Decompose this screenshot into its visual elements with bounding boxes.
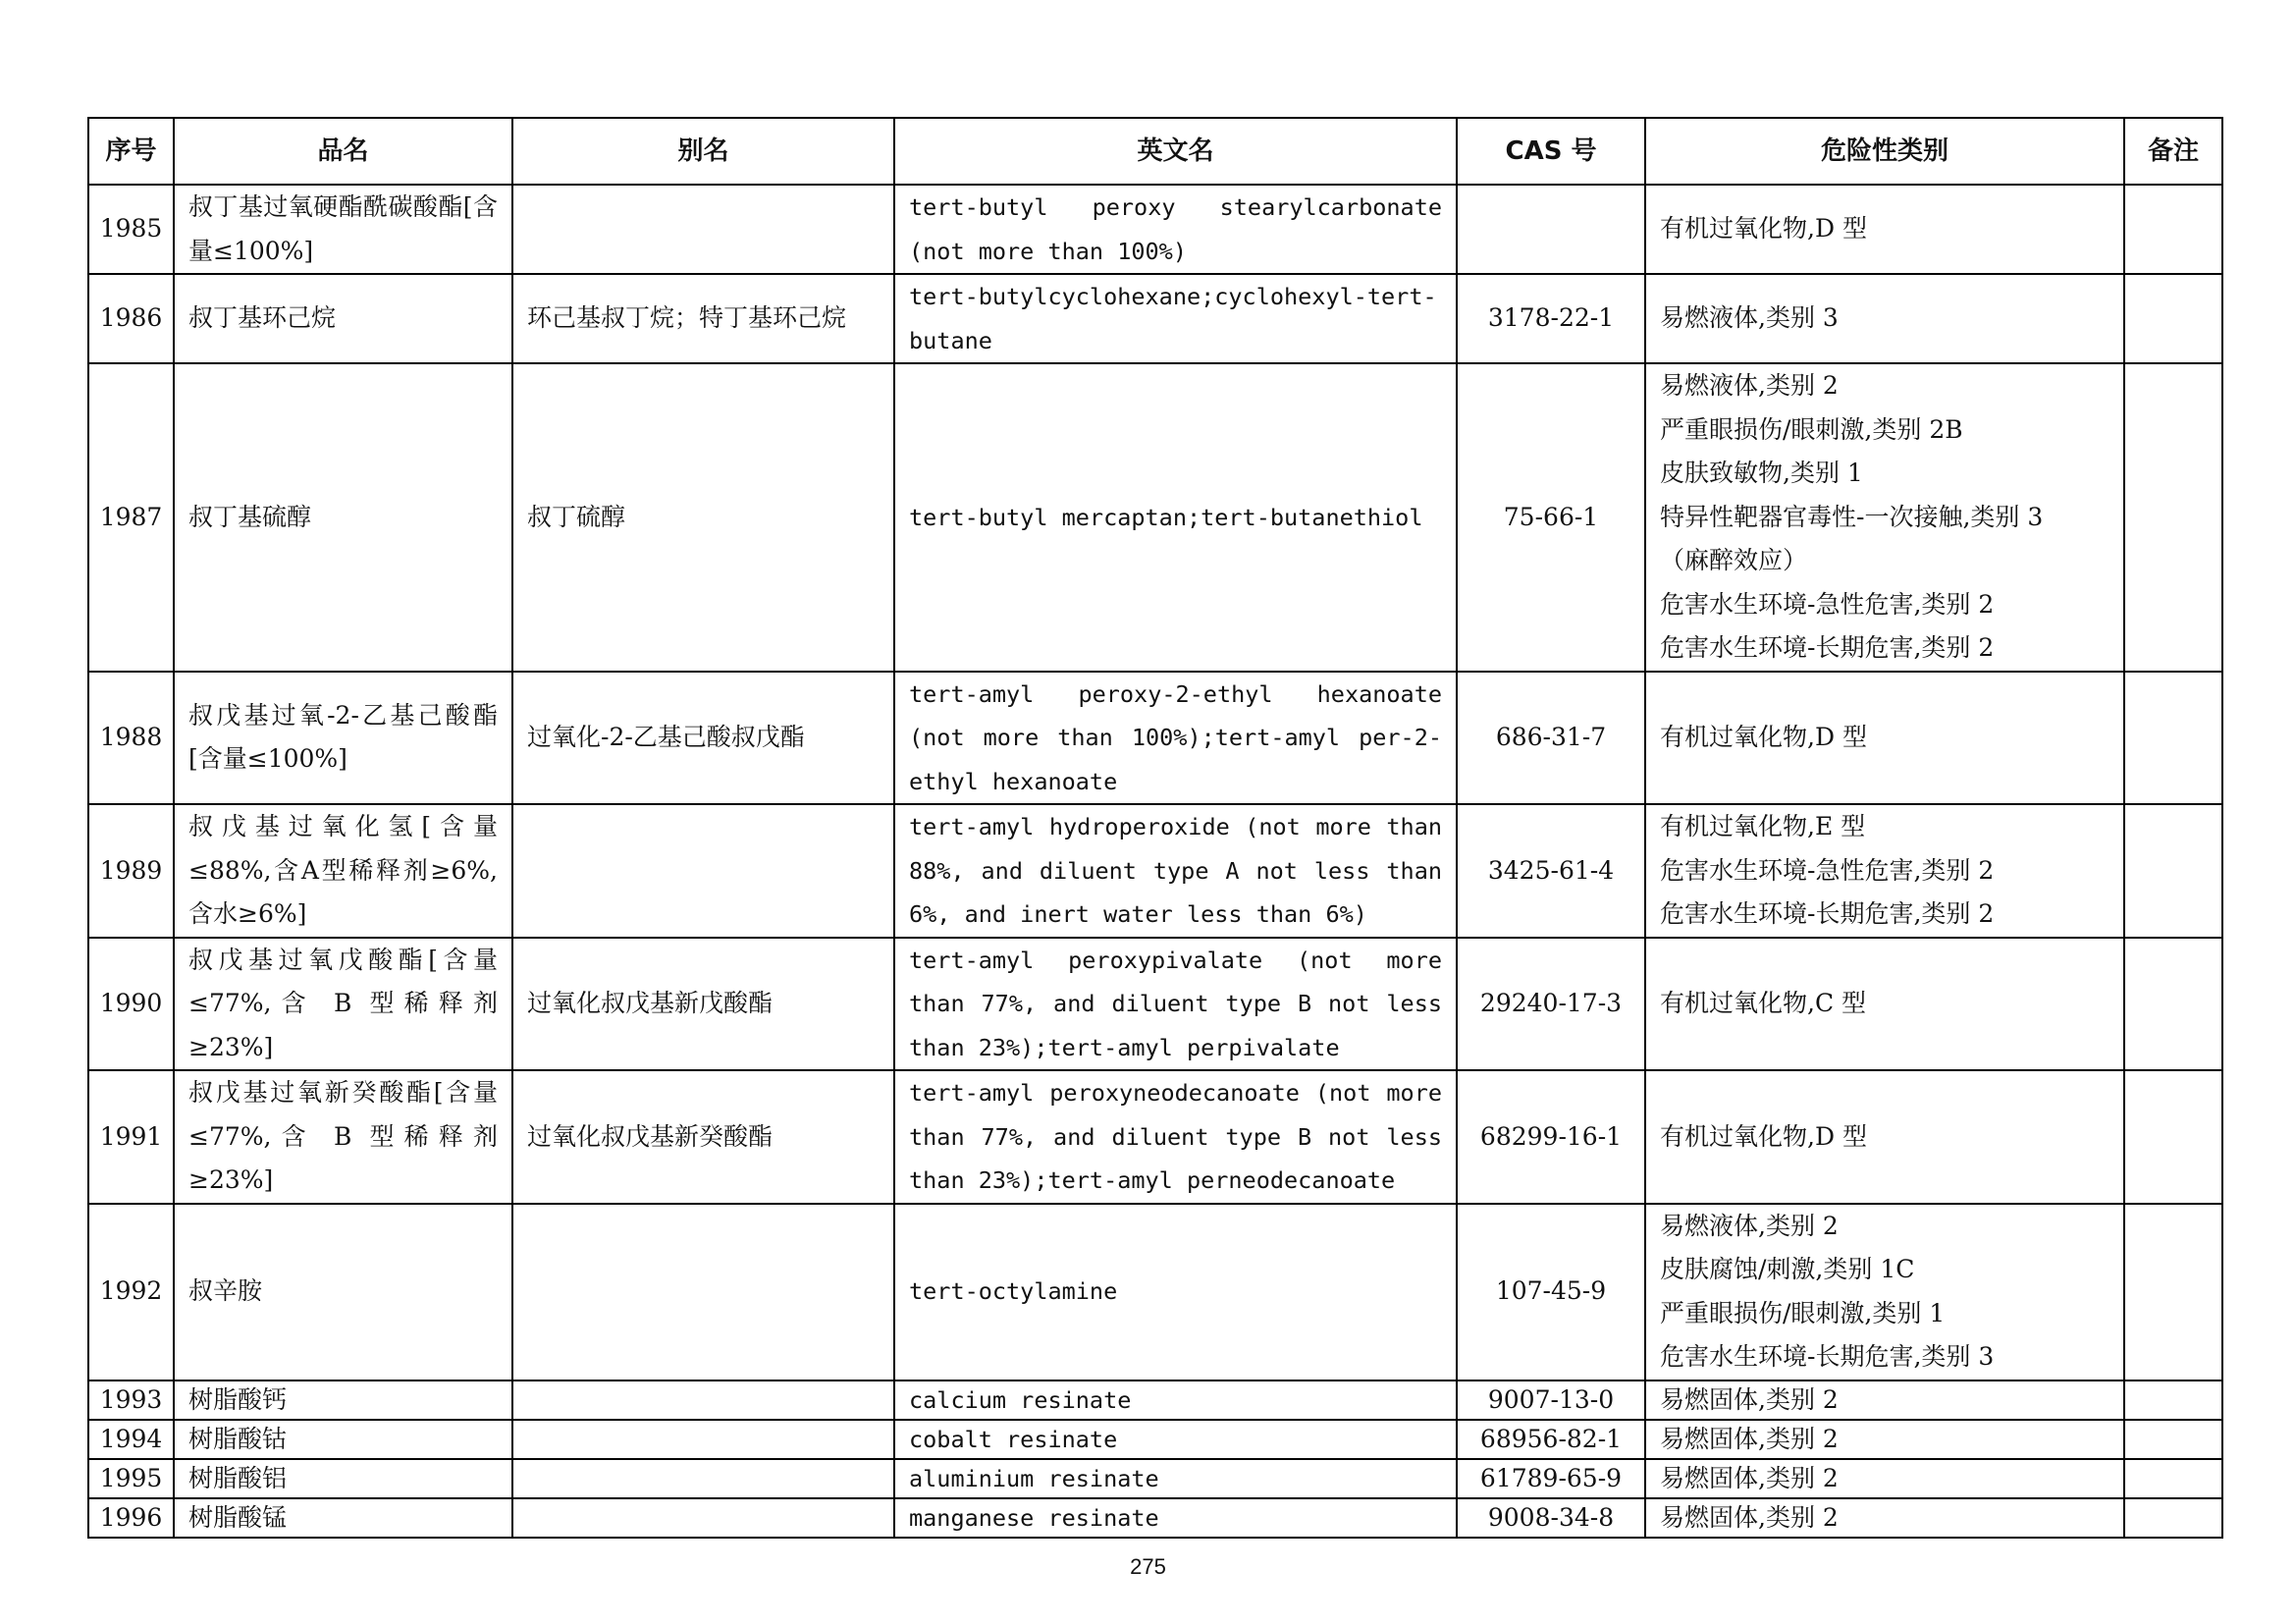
- cell-seq: 1988: [88, 672, 174, 805]
- cell-cas: 9008-34-8: [1457, 1498, 1645, 1538]
- cell-alias: 叔丁硫醇: [512, 363, 894, 672]
- hazard-line: 易燃固体,类别 2: [1660, 1463, 1839, 1492]
- cell-cas: 9007-13-0: [1457, 1380, 1645, 1420]
- cell-alias: 环己基叔丁烷；特丁基环己烷: [512, 274, 894, 363]
- hazard-line: 易燃固体,类别 2: [1660, 1384, 1839, 1414]
- cell-english: tert-butyl mercaptan;tert-butanethiol: [894, 363, 1457, 672]
- header-note: 备注: [2124, 118, 2222, 185]
- cell-note: [2124, 804, 2222, 938]
- cell-cas: [1457, 185, 1645, 274]
- cell-alias: [512, 1498, 894, 1538]
- cell-name: 树脂酸钴: [174, 1420, 512, 1459]
- cell-cas: 68956-82-1: [1457, 1420, 1645, 1459]
- cell-english: calcium resinate: [894, 1380, 1457, 1420]
- cell-hazard: [1645, 938, 2124, 1071]
- cell-hazard: [1645, 274, 2124, 363]
- cell-alias: [512, 185, 894, 274]
- cell-english: tert-butyl peroxy stearylcarbonate (not more than 100%): [894, 185, 1457, 274]
- hazard-line: 易燃液体,类别 3: [1660, 303, 1839, 333]
- hazard-line: 皮肤腐蚀/刺激,类别 1C: [1660, 1255, 1915, 1283]
- cell-seq: 1990: [88, 938, 174, 1071]
- table-body: [88, 185, 2222, 1538]
- cell-seq: 1992: [88, 1204, 174, 1380]
- cell-hazard: [1645, 672, 2124, 805]
- cell-hazard: [1645, 1420, 2124, 1459]
- header-hazard: 危险性类别: [1645, 118, 2124, 185]
- cell-seq: 1989: [88, 804, 174, 938]
- cell-seq: 1985: [88, 185, 174, 274]
- cell-cas: 3425-61-4: [1457, 804, 1645, 938]
- cell-english: tert-butylcyclohexane;cyclohexyl-tert-butane: [894, 274, 1457, 363]
- hazard-line: 易燃液体,类别 2: [1660, 1211, 1839, 1240]
- hazard-line: 有机过氧化物,E 型: [1660, 812, 1866, 840]
- cell-seq: 1993: [88, 1380, 174, 1420]
- header-english: 英文名: [894, 118, 1457, 185]
- cell-alias: [512, 1459, 894, 1498]
- cell-note: [2124, 938, 2222, 1071]
- header-alias: 别名: [512, 118, 894, 185]
- cell-alias: 过氧化叔戊基新戊酸酯: [512, 938, 894, 1071]
- hazard-line: 易燃液体,类别 2: [1660, 371, 1839, 400]
- table-row: [88, 1420, 2222, 1459]
- table-row: [88, 1070, 2222, 1204]
- cell-english: tert-amyl peroxy-2-ethyl hexanoate (not more than 100%);tert-amyl per-2-ethyl hexanoate: [894, 672, 1457, 805]
- cell-cas: 3178-22-1: [1457, 274, 1645, 363]
- cell-cas: 29240-17-3: [1457, 938, 1645, 1071]
- cell-name: 树脂酸钙: [174, 1380, 512, 1420]
- hazard-line: 皮肤致敏物,类别 1: [1660, 459, 1863, 487]
- cell-hazard: [1645, 1204, 2124, 1380]
- cell-seq: 1987: [88, 363, 174, 672]
- cell-alias: [512, 804, 894, 938]
- cell-note: [2124, 1498, 2222, 1538]
- table-row: [88, 1204, 2222, 1380]
- cell-name: 叔辛胺: [174, 1204, 512, 1380]
- cell-hazard: [1645, 1070, 2124, 1204]
- cell-note: [2124, 1204, 2222, 1380]
- table-row: [88, 1380, 2222, 1420]
- cell-seq: 1996: [88, 1498, 174, 1538]
- cell-cas: 61789-65-9: [1457, 1459, 1645, 1498]
- cell-note: [2124, 274, 2222, 363]
- hazard-line: 危害水生环境-急性危害,类别 2: [1660, 589, 1995, 619]
- hazard-line: 易燃固体,类别 2: [1660, 1502, 1839, 1532]
- hazard-line: 有机过氧化物,D 型: [1660, 214, 1867, 244]
- table-row: [88, 185, 2222, 274]
- cell-english: tert-octylamine: [894, 1204, 1457, 1380]
- cell-name: 叔丁基硫醇: [174, 363, 512, 672]
- cell-alias: [512, 1420, 894, 1459]
- table-row: [88, 274, 2222, 363]
- hazard-line: 危害水生环境-长期危害,类别 2: [1660, 899, 1995, 928]
- cell-english: manganese resinate: [894, 1498, 1457, 1538]
- cell-note: [2124, 1380, 2222, 1420]
- table-header-row: [88, 118, 2222, 185]
- cell-note: [2124, 363, 2222, 672]
- header-cas: CAS 号: [1457, 118, 1645, 185]
- hazard-line: 有机过氧化物,C 型: [1660, 989, 1867, 1017]
- hazard-line: 危害水生环境-长期危害,类别 2: [1660, 633, 1995, 662]
- hazard-line: 特异性靶器官毒性-一次接触,类别 3: [1660, 502, 2044, 531]
- table-row: [88, 1498, 2222, 1538]
- cell-note: [2124, 185, 2222, 274]
- cell-name: 叔戊基过氧-2-乙基己酸酯[含量≤100%]: [174, 672, 512, 805]
- cell-english: tert-amyl hydroperoxide (not more than 88%, and diluent type A not less than 6%, and inert water less than 6%): [894, 804, 1457, 938]
- hazard-line: 有机过氧化物,D 型: [1660, 723, 1867, 751]
- cell-note: [2124, 1070, 2222, 1204]
- hazard-line: 有机过氧化物,D 型: [1660, 1121, 1867, 1151]
- table-row: [88, 938, 2222, 1071]
- cell-alias: 过氧化叔戊基新癸酸酯: [512, 1070, 894, 1204]
- cell-alias: [512, 1380, 894, 1420]
- table-row: [88, 363, 2222, 672]
- hazard-line: 易燃固体,类别 2: [1660, 1424, 1839, 1453]
- cell-name: 树脂酸锰: [174, 1498, 512, 1538]
- cell-cas: 75-66-1: [1457, 363, 1645, 672]
- header-name: 品名: [174, 118, 512, 185]
- table-row: [88, 672, 2222, 805]
- cell-name: 叔丁基环己烷: [174, 274, 512, 363]
- cell-english: aluminium resinate: [894, 1459, 1457, 1498]
- cell-cas: 68299-16-1: [1457, 1070, 1645, 1204]
- cell-hazard: [1645, 1459, 2124, 1498]
- cell-name: 叔戊基过氧戊酸酯[含量≤77%,含 B 型稀释剂≥23%]: [174, 938, 512, 1071]
- cell-hazard: [1645, 185, 2124, 274]
- hazard-line: （麻醉效应）: [1660, 546, 1808, 574]
- cell-alias: [512, 1204, 894, 1380]
- cell-name: 树脂酸铝: [174, 1459, 512, 1498]
- cell-hazard: [1645, 1498, 2124, 1538]
- cell-alias: 过氧化-2-乙基己酸叔戊酯: [512, 672, 894, 805]
- header-seq: 序号: [88, 118, 174, 185]
- cell-seq: 1995: [88, 1459, 174, 1498]
- cell-note: [2124, 672, 2222, 805]
- cell-seq: 1991: [88, 1070, 174, 1204]
- table-row: [88, 1459, 2222, 1498]
- cell-seq: 1994: [88, 1420, 174, 1459]
- hazard-line: 危害水生环境-长期危害,类别 3: [1660, 1342, 1995, 1371]
- cell-english: tert-amyl peroxyneodecanoate (not more than 77%, and diluent type B not less than 23%);tert-amyl perneodecanoate: [894, 1070, 1457, 1204]
- cell-hazard: [1645, 1380, 2124, 1420]
- hazard-line: 严重眼损伤/眼刺激,类别 1: [1660, 1298, 1946, 1327]
- cell-hazard: [1645, 804, 2124, 938]
- chemical-table: [87, 117, 2223, 1539]
- cell-hazard: [1645, 363, 2124, 672]
- hazard-line: 严重眼损伤/眼刺激,类别 2B: [1660, 414, 1963, 444]
- hazard-line: 危害水生环境-急性危害,类别 2: [1660, 855, 1995, 885]
- cell-name: 叔丁基过氧硬酯酰碳酸酯[含量≤100%]: [174, 185, 512, 274]
- cell-cas: 686-31-7: [1457, 672, 1645, 805]
- cell-note: [2124, 1459, 2222, 1498]
- cell-name: 叔戊基过氧新癸酸酯[含量≤77%,含 B 型稀释剂≥23%]: [174, 1070, 512, 1204]
- cell-english: cobalt resinate: [894, 1420, 1457, 1459]
- cell-seq: 1986: [88, 274, 174, 363]
- cell-english: tert-amyl peroxypivalate (not more than 77%, and diluent type B not less than 23%);tert-amyl perpivalate: [894, 938, 1457, 1071]
- page-number: 275: [1130, 1554, 1166, 1579]
- table-row: [88, 804, 2222, 938]
- cell-cas: 107-45-9: [1457, 1204, 1645, 1380]
- cell-note: [2124, 1420, 2222, 1459]
- cell-name: 叔戊基过氧化氢[含量≤88%,含A型稀释剂≥6%,含水≥6%]: [174, 804, 512, 938]
